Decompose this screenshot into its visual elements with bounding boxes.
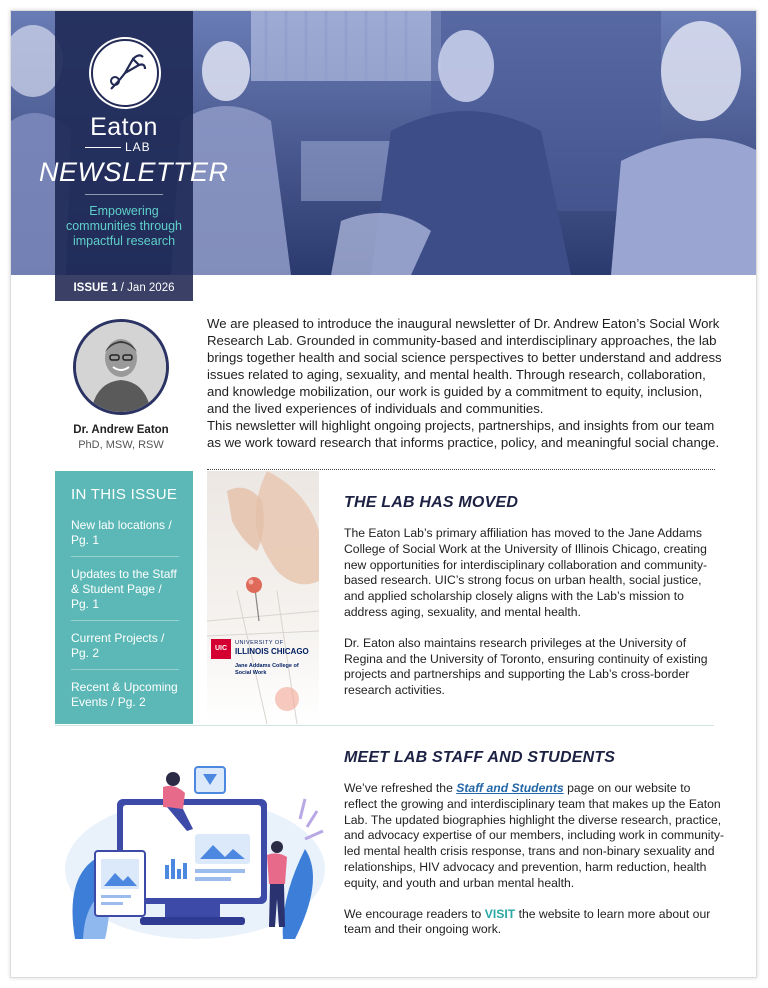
meet-staff-paragraph-2	[344, 907, 724, 939]
toc-item-staff-student[interactable]: Updates to the Staff & Student Page / Pg. 1	[71, 563, 179, 621]
person-credentials: PhD, MSW, RSW	[78, 439, 164, 451]
flower-logo-icon	[89, 37, 161, 109]
brand-line	[85, 147, 121, 148]
table-of-contents	[55, 471, 193, 724]
brand-name: Eaton	[90, 113, 158, 141]
visit-emphasis: VISIT	[484, 906, 516, 921]
meet-staff-text	[344, 781, 724, 938]
tagline: Empowering communities through impactful research	[65, 204, 183, 248]
intro-text	[207, 315, 727, 451]
meet-p1-after: page on our website to reflect the growing and interdisciplinary team that makes up the Eaton Lab. The updated biographies highlight the diverse research, practice, and advocacy expertise of our members, including work in community-led mental health crisis response, trans and non-binary sexuality and relationships, HIV advocacy and prevention, harm reduction, health equity, and youth and urban mental health.	[344, 781, 725, 890]
uic-badge: UIC	[211, 639, 231, 659]
toc-item-current-projects[interactable]: Current Projects / Pg. 2	[71, 627, 179, 670]
brand-sub	[55, 140, 193, 154]
brand-sub-text: LAB	[125, 140, 151, 154]
meet-staff-paragraph-1	[344, 781, 724, 892]
toc-item-lab-locations[interactable]: New lab locations / Pg. 1	[71, 514, 179, 557]
meet-p1-before: We’ve refreshed the	[344, 781, 457, 795]
lab-moved-paragraph-2: Dr. Eaton also maintains research privileges at the University of Regina and the University of Toronto, ensuring continuity of existing projects and partnerships and supporting the Lab’s cross-border research activities.	[344, 635, 708, 698]
pin-photo	[207, 471, 319, 724]
uic-line-3: Jane Addams College of Social Work	[235, 663, 299, 676]
meet-p2-after: the website to learn more about our team and their ongoing work.	[344, 906, 711, 937]
lab-moved-paragraph-1: The Eaton Lab’s primary affiliation has moved to the Jane Addams College of Social Work at the University of Illinois Chicago, creating new opportunities for interdisciplinary collaboration and community-based research. UIC’s strong focus on urban health, social justice, and applied scholarship closely aligns with the Lab’s mission to address aging, sexuality, and mental health.	[344, 526, 708, 619]
issue-label: ISSUE 1	[73, 282, 118, 294]
lab-moved-text	[344, 526, 724, 699]
newsletter-page	[10, 10, 757, 978]
hero-banner	[11, 11, 757, 275]
intro-paragraph-2: This newsletter will highlight ongoing projects, partnerships, and insights from our team as we work toward research that informs practice, policy, and meaningful social change.	[207, 418, 720, 450]
meet-p2-before: We encourage readers to	[344, 906, 485, 921]
section-divider	[55, 725, 714, 726]
staff-students-link[interactable]: Staff and Students	[456, 781, 564, 795]
heading-meet-staff: MEET LAB STAFF AND STUDENTS	[344, 749, 616, 766]
person-name: Dr. Andrew Eaton	[73, 424, 169, 436]
toc-item-events[interactable]: Recent & Upcoming Events / Pg. 2	[71, 680, 178, 709]
hero-divider	[85, 194, 163, 195]
uic-line-2: ILLINOIS CHICAGO	[235, 647, 309, 656]
website-illustration	[55, 759, 329, 945]
issue-date: / Jan 2026	[117, 282, 175, 294]
newsletter-title: NEWSLETTER	[39, 157, 229, 187]
uic-line-1: UNIVERSITY OF	[235, 640, 284, 646]
issue-tab	[55, 275, 193, 301]
intro-paragraph-1: We are pleased to introduce the inaugural newsletter of Dr. Andrew Eaton’s Social Work Research Lab. Grounded in community-based and interdisciplinary approaches, the lab brings together health and social science perspectives to better understand and address issues related to aging, sexuality, and mental health. Through research, collaboration, and knowledge mobilization, our work is guided by a commitment to equity, inclusion, and the lived experiences of individuals and communities.	[207, 316, 722, 416]
avatar	[73, 319, 169, 415]
toc-list	[71, 514, 179, 724]
toc-title: IN THIS ISSUE	[71, 486, 178, 503]
heading-lab-moved: THE LAB HAS MOVED	[344, 494, 519, 511]
dotted-divider	[207, 469, 715, 470]
